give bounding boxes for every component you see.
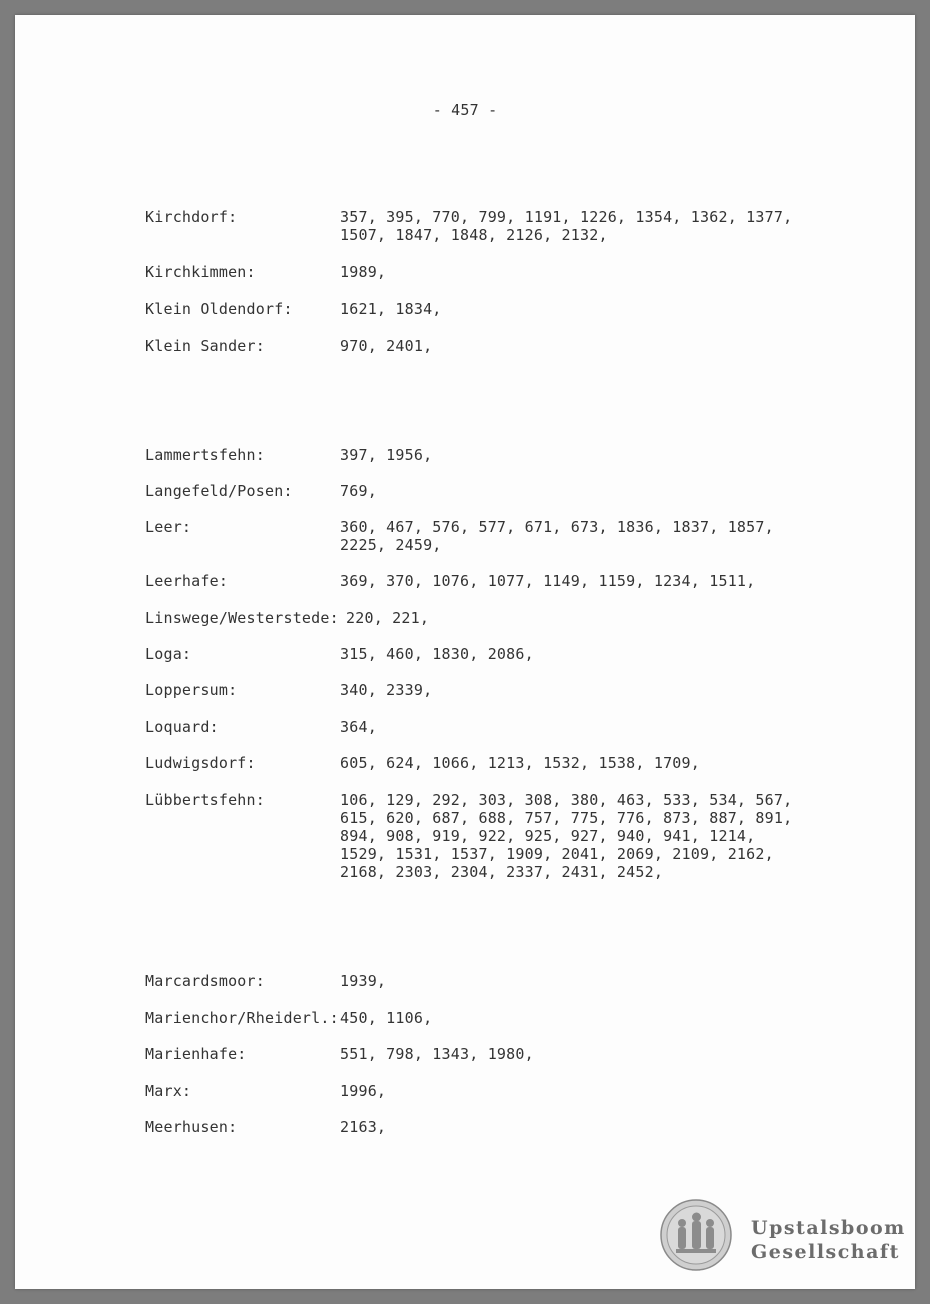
reference-numbers: 397, 1956, [340,446,433,464]
place-name: Lammertsfehn: [145,446,265,464]
place-name: Marienchor/Rheiderl.: [145,1009,339,1027]
page-number: - 457 - [432,101,498,119]
reference-numbers: 1939, [340,972,387,990]
reference-numbers: 605, 624, 1066, 1213, 1532, 1538, 1709, [340,754,700,772]
reference-numbers: 551, 798, 1343, 1980, [340,1045,534,1063]
reference-numbers: 2163, [340,1118,387,1136]
place-name: Meerhusen: [145,1118,238,1136]
reference-numbers: 360, 467, 576, 577, 671, 673, 1836, 1837, 1857, 2225, 2459, [340,518,774,554]
place-name: Loquard: [145,718,219,736]
reference-numbers: 340, 2339, [340,681,433,699]
place-name: Leerhafe: [145,572,229,590]
reference-numbers: 220, 221, [346,609,430,627]
reference-numbers: 970, 2401, [340,337,433,355]
place-name: Marcardsmoor: [145,972,265,990]
society-wordmark [751,1216,906,1264]
reference-numbers: 769, [340,482,377,500]
place-name: Loppersum: [145,681,238,699]
reference-numbers: 369, 370, 1076, 1077, 1149, 1159, 1234, 1511, [340,572,756,590]
place-name: Kirchdorf: [145,208,238,226]
place-name: Marx: [145,1082,192,1100]
wordmark-line-2: Gesellschaft [751,1241,900,1263]
place-name: Ludwigsdorf: [145,754,256,772]
place-name: Loga: [145,645,192,663]
reference-numbers: 364, [340,718,377,736]
document-page [15,15,915,1289]
place-name: Klein Sander: [145,337,265,355]
reference-numbers: 315, 460, 1830, 2086, [340,645,534,663]
reference-numbers: 106, 129, 292, 303, 308, 380, 463, 533, 534, 567, 615, 620, 687, 688, 757, 775, 776, 873, 887, 891, 894, 908, 919, 922, 925, 927, 940, 941, 1214, 1529, 1531, 1537, 1909, 2041, 2069, 2109, 2162, 2168, 2303, 2304, 2337, 2431, 2452, [340,791,793,881]
reference-numbers: 1989, [340,263,387,281]
place-name: Lübbertsfehn: [145,791,265,809]
reference-numbers: 357, 395, 770, 799, 1191, 1226, 1354, 1362, 1377, 1507, 1847, 1848, 2126, 2132, [340,208,793,244]
place-name: Kirchkimmen: [145,263,256,281]
place-name: Langefeld/Posen: [145,482,293,500]
society-seal-icon [660,1199,732,1271]
reference-numbers: 450, 1106, [340,1009,433,1027]
place-name: Leer: [145,518,192,536]
wordmark-line-1: Upstalsboom [751,1217,906,1239]
place-name: Klein Oldendorf: [145,300,293,318]
place-name: Marienhafe: [145,1045,247,1063]
place-name: Linswege/Westerstede: [145,609,339,627]
reference-numbers: 1996, [340,1082,387,1100]
reference-numbers: 1621, 1834, [340,300,442,318]
